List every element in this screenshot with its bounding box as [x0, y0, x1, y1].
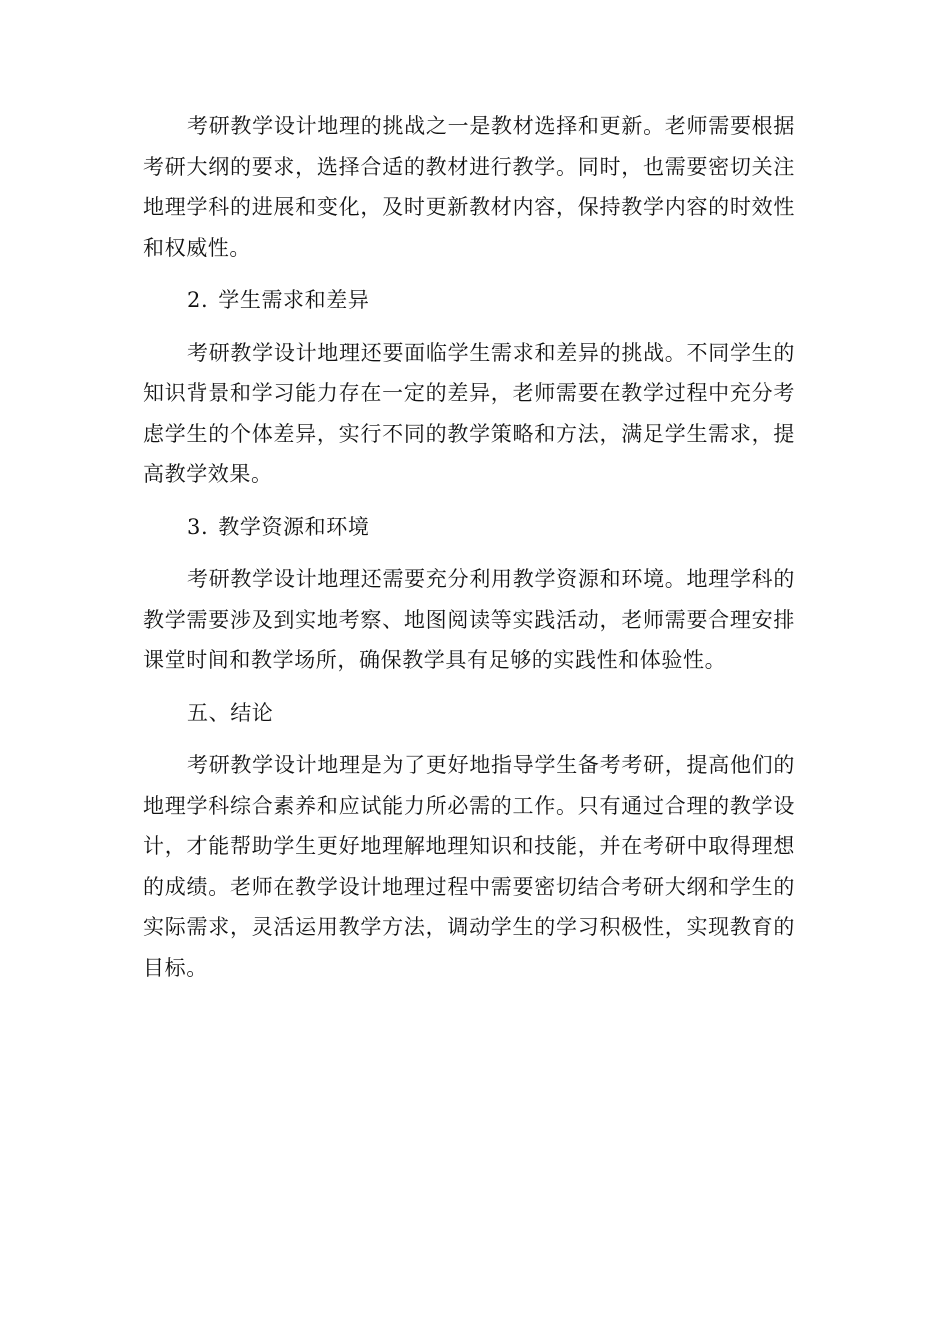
paragraph-conclusion: 考研教学设计地理是为了更好地指导学生备考考研，提高他们的地理学科综合素养和应试能力所必需的工作。只有通过合理的教学设计，才能帮助学生更好地理解地理知识和技能，并在考研中取得理想的成绩。老师在教学设计地理过程中需要密切结合考研大纲和学生的实际需求，灵活运用教学方法，调动学生的学习积极性，实现教育的目标。	[143, 753, 795, 980]
section-title: 学生需求和差异	[218, 288, 370, 312]
document-body	[143, 106, 795, 1000]
paragraph-student-needs: 考研教学设计地理还要面临学生需求和差异的挑战。不同学生的知识背景和学习能力存在一定的差异，老师需要在教学过程中充分考虑学生的个体差异，实行不同的教学策略和方法，满足学生需求，提高教学效果。	[143, 340, 795, 486]
section-heading-student-needs	[143, 280, 795, 321]
section-title: 教学资源和环境	[218, 514, 370, 539]
section-number: 2.	[187, 288, 209, 312]
section-number: 3.	[187, 514, 209, 539]
paragraph-textbook-challenge: 考研教学设计地理的挑战之一是教材选择和更新。老师需要根据考研大纲的要求，选择合适的教材进行教学。同时，也需要密切关注地理学科的进展和变化，及时更新教材内容，保持教学内容的时效性和权威性。	[143, 114, 795, 260]
paragraph-resources: 考研教学设计地理还需要充分利用教学资源和环境。地理学科的教学需要涉及到实地考察、地图阅读等实践活动，老师需要合理安排课堂时间和教学场所，确保教学具有足够的实践性和体验性。	[143, 567, 795, 672]
conclusion-heading: 五、结论	[187, 700, 274, 725]
section-heading-resources	[143, 507, 795, 548]
